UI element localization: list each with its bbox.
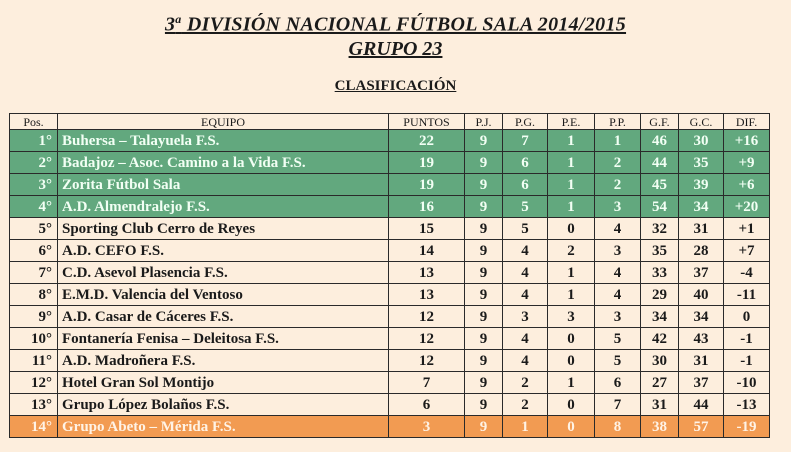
- cell-goal-diff: +16: [724, 130, 770, 152]
- cell-team: Grupo Abeto – Mérida F.S.: [58, 416, 389, 438]
- cell-goal-diff: -13: [724, 394, 770, 416]
- cell-goal-diff: +9: [724, 152, 770, 174]
- cell-team: Fontanería Fenisa – Deleitosa F.S.: [58, 328, 389, 350]
- cell-team: Badajoz – Asoc. Camino a la Vida F.S.: [58, 152, 389, 174]
- cell-points: 12: [389, 328, 465, 350]
- cell-pos: 8°: [10, 284, 58, 306]
- cell-goals-for: 35: [641, 240, 679, 262]
- cell-goal-diff: -1: [724, 328, 770, 350]
- cell-drawn: 2: [548, 240, 595, 262]
- group-title: GRUPO 23: [348, 38, 443, 60]
- cell-goals-for: 27: [641, 372, 679, 394]
- page-title: 3$^a$ DIVISIÓN NACIONAL FÚTBOL SALA 2014/2015: [164, 12, 627, 36]
- cell-points: 19: [389, 174, 465, 196]
- cell-won: 4: [503, 262, 548, 284]
- col-header-won: P.G.: [503, 114, 548, 130]
- cell-played: 9: [465, 306, 503, 328]
- cell-lost: 7: [595, 394, 641, 416]
- cell-pos: 2°: [10, 152, 58, 174]
- cell-team: A.D. Almendralejo F.S.: [58, 196, 389, 218]
- table-row: [10, 130, 770, 152]
- col-header-points: PUNTOS: [389, 114, 465, 130]
- cell-lost: 2: [595, 152, 641, 174]
- cell-goals-against: 30: [679, 130, 724, 152]
- cell-goal-diff: +6: [724, 174, 770, 196]
- cell-drawn: 3: [548, 306, 595, 328]
- cell-lost: 4: [595, 284, 641, 306]
- cell-won: 6: [503, 152, 548, 174]
- cell-won: 4: [503, 328, 548, 350]
- cell-pos: 1°: [10, 130, 58, 152]
- col-header-goals-for: G.F.: [641, 114, 679, 130]
- cell-won: 5: [503, 218, 548, 240]
- cell-lost: 5: [595, 350, 641, 372]
- table-row: [10, 174, 770, 196]
- cell-played: 9: [465, 218, 503, 240]
- cell-goals-against: 34: [679, 196, 724, 218]
- cell-lost: 5: [595, 328, 641, 350]
- cell-points: 15: [389, 218, 465, 240]
- cell-drawn: 1: [548, 284, 595, 306]
- cell-goals-against: 57: [679, 416, 724, 438]
- cell-goals-for: 46: [641, 130, 679, 152]
- col-header-goals-against: G.C.: [679, 114, 724, 130]
- cell-drawn: 1: [548, 262, 595, 284]
- cell-goals-for: 32: [641, 218, 679, 240]
- cell-drawn: 1: [548, 130, 595, 152]
- table-header-row: [10, 114, 770, 130]
- cell-won: 1: [503, 416, 548, 438]
- cell-goal-diff: +7: [724, 240, 770, 262]
- cell-pos: 13°: [10, 394, 58, 416]
- cell-goals-for: 44: [641, 152, 679, 174]
- cell-won: 4: [503, 240, 548, 262]
- cell-played: 9: [465, 174, 503, 196]
- cell-goals-for: 45: [641, 174, 679, 196]
- table-row: [10, 328, 770, 350]
- cell-pos: 12°: [10, 372, 58, 394]
- cell-won: 3: [503, 306, 548, 328]
- cell-team: Hotel Gran Sol Montijo: [58, 372, 389, 394]
- cell-pos: 7°: [10, 262, 58, 284]
- cell-pos: 5°: [10, 218, 58, 240]
- cell-team: Zorita Fútbol Sala: [58, 174, 389, 196]
- cell-points: 19: [389, 152, 465, 174]
- cell-goal-diff: -4: [724, 262, 770, 284]
- cell-goals-for: 29: [641, 284, 679, 306]
- cell-played: 9: [465, 394, 503, 416]
- cell-goal-diff: -11: [724, 284, 770, 306]
- col-header-played: P.J.: [465, 114, 503, 130]
- cell-team: Sporting Club Cerro de Reyes: [58, 218, 389, 240]
- table-row: [10, 372, 770, 394]
- cell-goal-diff: +20: [724, 196, 770, 218]
- table-row: [10, 196, 770, 218]
- cell-drawn: 0: [548, 394, 595, 416]
- cell-goals-against: 37: [679, 262, 724, 284]
- table-row: [10, 262, 770, 284]
- cell-points: 16: [389, 196, 465, 218]
- cell-points: 7: [389, 372, 465, 394]
- cell-won: 4: [503, 350, 548, 372]
- col-header-goal-diff: DIF.: [724, 114, 770, 130]
- cell-played: 9: [465, 196, 503, 218]
- cell-pos: 3°: [10, 174, 58, 196]
- cell-drawn: 1: [548, 152, 595, 174]
- cell-won: 2: [503, 394, 548, 416]
- cell-lost: 3: [595, 240, 641, 262]
- cell-lost: 4: [595, 218, 641, 240]
- cell-goal-diff: +1: [724, 218, 770, 240]
- standings-table: [9, 113, 770, 438]
- cell-pos: 9°: [10, 306, 58, 328]
- cell-goal-diff: -19: [724, 416, 770, 438]
- table-row: [10, 240, 770, 262]
- cell-goals-against: 35: [679, 152, 724, 174]
- cell-drawn: 0: [548, 350, 595, 372]
- table-row: [10, 350, 770, 372]
- cell-team: Buhersa – Talayuela F.S.: [58, 130, 389, 152]
- cell-goals-against: 40: [679, 284, 724, 306]
- col-header-drawn: P.E.: [548, 114, 595, 130]
- cell-played: 9: [465, 130, 503, 152]
- col-header-lost: P.P.: [595, 114, 641, 130]
- cell-points: 6: [389, 394, 465, 416]
- cell-goals-against: 39: [679, 174, 724, 196]
- cell-goals-for: 54: [641, 196, 679, 218]
- cell-played: 9: [465, 328, 503, 350]
- cell-won: 5: [503, 196, 548, 218]
- table-row: [10, 152, 770, 174]
- cell-points: 12: [389, 306, 465, 328]
- cell-pos: 6°: [10, 240, 58, 262]
- cell-points: 22: [389, 130, 465, 152]
- cell-goals-for: 34: [641, 306, 679, 328]
- cell-goals-against: 31: [679, 350, 724, 372]
- cell-goals-for: 38: [641, 416, 679, 438]
- cell-goals-for: 42: [641, 328, 679, 350]
- cell-lost: 4: [595, 262, 641, 284]
- cell-played: 9: [465, 416, 503, 438]
- cell-goal-diff: -10: [724, 372, 770, 394]
- cell-goals-for: 31: [641, 394, 679, 416]
- cell-goals-against: 37: [679, 372, 724, 394]
- cell-goal-diff: 0: [724, 306, 770, 328]
- cell-lost: 6: [595, 372, 641, 394]
- cell-drawn: 1: [548, 196, 595, 218]
- cell-goals-for: 33: [641, 262, 679, 284]
- cell-goals-against: 44: [679, 394, 724, 416]
- cell-won: 2: [503, 372, 548, 394]
- cell-won: 6: [503, 174, 548, 196]
- cell-goals-against: 34: [679, 306, 724, 328]
- cell-points: 3: [389, 416, 465, 438]
- cell-played: 9: [465, 262, 503, 284]
- cell-team: A.D. Madroñera F.S.: [58, 350, 389, 372]
- table-row: [10, 306, 770, 328]
- table-row: [10, 416, 770, 438]
- cell-played: 9: [465, 350, 503, 372]
- cell-pos: 10°: [10, 328, 58, 350]
- cell-points: 13: [389, 262, 465, 284]
- cell-goals-against: 43: [679, 328, 724, 350]
- cell-team: E.M.D. Valencia del Ventoso: [58, 284, 389, 306]
- cell-goals-for: 30: [641, 350, 679, 372]
- table-row: [10, 394, 770, 416]
- table-row: [10, 218, 770, 240]
- cell-drawn: 0: [548, 328, 595, 350]
- cell-pos: 4°: [10, 196, 58, 218]
- cell-points: 14: [389, 240, 465, 262]
- cell-pos: 11°: [10, 350, 58, 372]
- cell-goals-against: 31: [679, 218, 724, 240]
- cell-pos: 14°: [10, 416, 58, 438]
- cell-lost: 3: [595, 306, 641, 328]
- cell-drawn: 0: [548, 416, 595, 438]
- cell-played: 9: [465, 240, 503, 262]
- section-title: CLASIFICACIÓN: [334, 78, 457, 94]
- cell-drawn: 0: [548, 218, 595, 240]
- cell-drawn: 1: [548, 174, 595, 196]
- col-header-pos: Pos.: [10, 114, 58, 130]
- cell-goals-against: 28: [679, 240, 724, 262]
- cell-lost: 2: [595, 174, 641, 196]
- cell-team: Grupo López Bolaños F.S.: [58, 394, 389, 416]
- cell-won: 7: [503, 130, 548, 152]
- cell-team: A.D. CEFO F.S.: [58, 240, 389, 262]
- cell-drawn: 1: [548, 372, 595, 394]
- cell-points: 12: [389, 350, 465, 372]
- cell-played: 9: [465, 372, 503, 394]
- cell-lost: 3: [595, 196, 641, 218]
- cell-played: 9: [465, 284, 503, 306]
- cell-goal-diff: -1: [724, 350, 770, 372]
- cell-played: 9: [465, 152, 503, 174]
- cell-won: 4: [503, 284, 548, 306]
- cell-team: A.D. Casar de Cáceres F.S.: [58, 306, 389, 328]
- cell-lost: 1: [595, 130, 641, 152]
- cell-points: 13: [389, 284, 465, 306]
- cell-lost: 8: [595, 416, 641, 438]
- col-header-team: EQUIPO: [58, 114, 389, 130]
- table-row: [10, 284, 770, 306]
- cell-team: C.D. Asevol Plasencia F.S.: [58, 262, 389, 284]
